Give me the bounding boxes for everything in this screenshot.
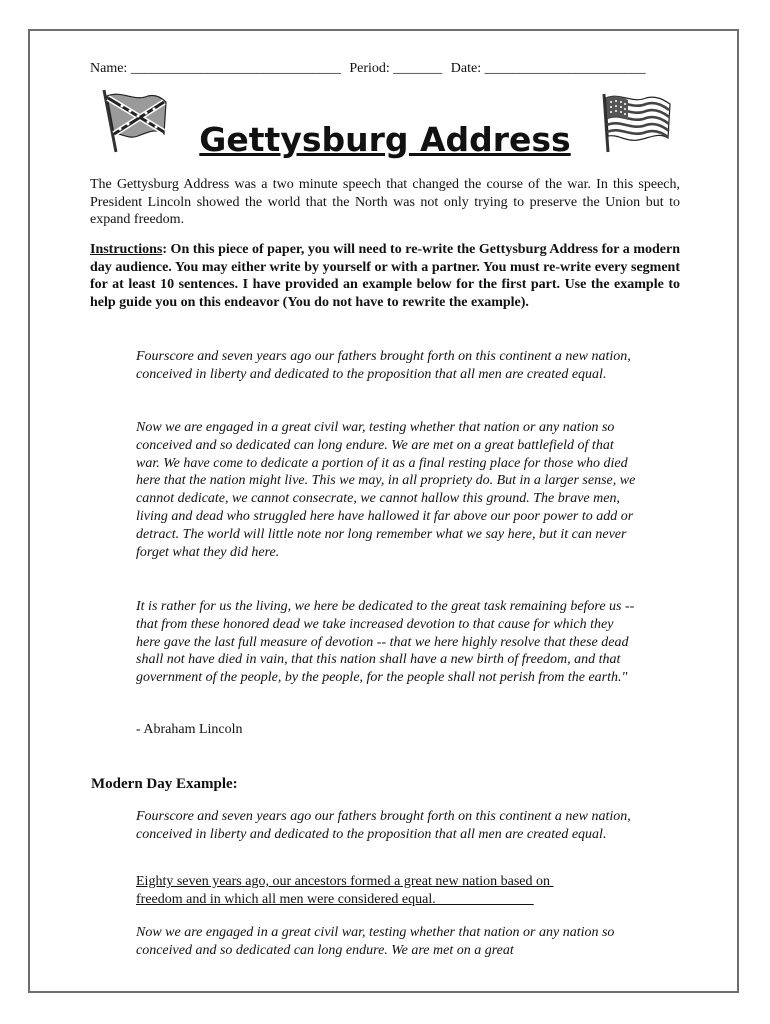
example-answer-line-2: freedom and in which all men were considered equal. [136, 891, 534, 907]
modern-quote-paragraph-2: Now we are engaged in a great civil war, testing whether that nation or any nation so conceived and so dedicated can long endure. We are met on a great [136, 925, 615, 958]
speech-paragraph-2: Now we are engaged in a great civil war, testing whether that nation or any nation so conceived and so dedicated can long endure. We are met on a great battlefield of that war. We have come to dedicate a portion of it as a final resting place for those who died here that the nation might live. This we may, in all propriety do. But in a larger sense, we cannot dedicate, we cannot consecrate, we cannot hallow this ground. The brave men, living and dead who struggled here have hallowed it far above our poor power to add or detract. The world will little note nor long remember what we say here, but it can never forget what they did here. [136, 420, 636, 560]
instructions-text: : On this piece of paper, you will need to re-write the Gettysburg Address for a modern day audience. You may either write by yourself or with a partner. You must re-write every segment for at least 10 sentences. I have provided an example below for the first part. Use the example to help guide you on this endeavor (You do not have to rewrite the example). [90, 242, 680, 310]
example-answer-line-1: Eighty seven years ago, our ancestors formed a great new nation based on [136, 874, 554, 889]
header-line [90, 60, 646, 78]
intro-paragraph: The Gettysburg Address was a two minute speech that changed the course of the war. In this speech, President Lincoln showed the world that the North was not only trying to preserve the Union but to expand freedom. [90, 177, 680, 227]
instructions-label: Instructions [90, 242, 163, 257]
page-title: Gettysburg Address [199, 120, 571, 159]
period-field[interactable]: Period: _______ [349, 61, 443, 76]
speech-paragraph-1: Fourscore and seven years ago our fathers brought forth on this continent a new nation, conceived in liberty and dedicated to the proposition that all men are created equal. [136, 349, 631, 382]
name-field[interactable]: Name: ______________________________ [90, 61, 341, 76]
date-field[interactable]: Date: _______________________ [450, 61, 646, 76]
modern-quote-paragraph-1: Fourscore and seven years ago our fathers brought forth on this continent a new nation, conceived in liberty and dedicated to the proposition that all men are created equal. [136, 809, 631, 842]
speech-signature: - Abraham Lincoln [136, 722, 243, 737]
modern-example-answer [136, 873, 616, 908]
instructions-paragraph [90, 241, 680, 311]
modern-heading: Modern Day Example: [91, 776, 238, 792]
speech-paragraph-3: It is rather for us the living, we here be dedicated to the great task remaining before us -- that from these honored dead we take increased devotion to that cause for which they here gave the last full measure of devotion -- that we here highly resolve that these dead shall not have died in vain, that this nation shall have a new birth of freedom, and that government of the people, by the people, for the people shall not perish from the earth." [136, 599, 635, 686]
